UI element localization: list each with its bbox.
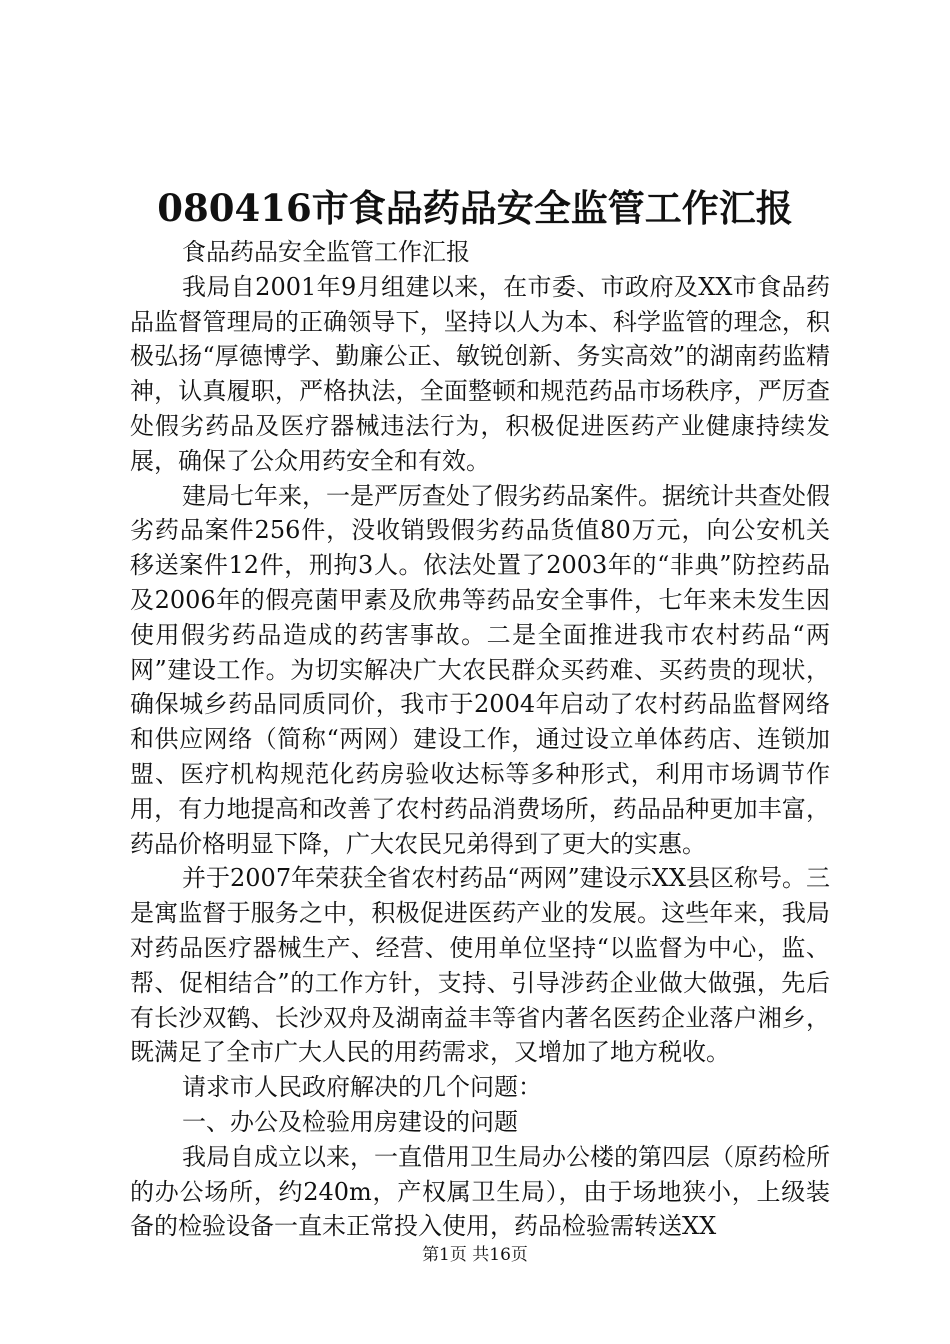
paragraph-industry: 并于2007年荣获全省农村药品“两网”建设示XX县区称号。三是寓监督于服务之中，积极促进医药产业的发展。这些年来，我局对药品医疗器械生产、经营、使用单位坚持“以监督为中心，监、帮、促相结合”的工作方针，支持、引导涉药企业做大做强，先后有长沙双鹤、长沙双舟及湖南益丰等省内著名医药企业落户湘乡，既满足了全市广大人民的用药需求，又增加了地方税收。: [130, 864, 830, 1067]
paragraph-requests-heading: 请求市人民政府解决的几个问题：: [182, 1073, 542, 1102]
page-title: 080416市食品药品安全监管工作汇报: [157, 186, 793, 230]
page-number: 第1页 共16页: [422, 1245, 528, 1265]
paragraph-office-issue: 我局自成立以来，一直借用卫生局办公楼的第四层（原药检所的办公场所，约240m，产权属卫生局），由于场地狭小，上级装备的检验设备一直未正常投入使用，药品检验需转送XX: [130, 1142, 830, 1241]
document-body: [130, 235, 830, 1244]
paragraph-section-heading: 一、办公及检验用房建设的问题: [182, 1107, 518, 1136]
paragraph-intro: 我局自2001年9月组建以来，在市委、市政府及XX市食品药品监督管理局的正确领导下，坚持以人为本、科学监管的理念，积极弘扬“厚德博学、勤廉公正、敏锐创新、务实高效”的湖南药监精神，认真履职，严格执法，全面整顿和规范药品市场秩序，严厉查处假劣药品及医疗器械违法行为，积极促进医药产业健康持续发展，确保了公众用药安全和有效。: [130, 272, 830, 475]
paragraph-achievements: 建局七年来，一是严厉查处了假劣药品案件。据统计共查处假劣药品案件256件，没收销毁假劣药品货值80万元，向公安机关移送案件12件，刑拘3人。依法处置了2003年的“非典”防控药品及2006年的假亮菌甲素及欣弗等药品安全事件，七年来未发生因使用假劣药品造成的药害事故。二是全面推进我市农村药品“两网”建设工作。为切实解决广大农民群众买药难、买药贵的现状，确保城乡药品同质同价，我市于2004年启动了农村药品监督网络和供应网络（简称“两网）建设工作，通过设立单体药店、连锁加盟、医疗机构规范化药房验收达标等多种形式，利用市场调节作用，有力地提高和改善了农村药品消费场所，药品品种更加丰富，药品价格明显下降，广大农民兄弟得到了更大的实惠。: [130, 481, 830, 858]
page-footer: [0, 1244, 950, 1266]
paragraph-subtitle: 食品药品安全监管工作汇报: [182, 238, 470, 266]
